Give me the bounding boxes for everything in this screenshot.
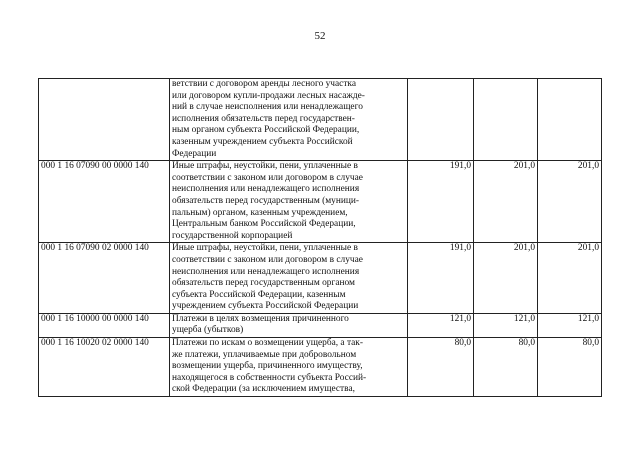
amount-cell-1: 191,0 bbox=[408, 161, 474, 243]
amount-cell-2: 201,0 bbox=[474, 243, 538, 314]
amount-cell-1: 121,0 bbox=[408, 313, 474, 337]
description-cell bbox=[170, 338, 408, 397]
description-line: Федерации bbox=[172, 148, 217, 159]
table-body bbox=[39, 79, 602, 397]
description-line: исполнения обязательств перед государствен- bbox=[172, 113, 355, 124]
description-line: возмещении ущерба, причиненного имуществу, bbox=[172, 361, 363, 372]
description-line: учреждением субъекта Российской Федерации bbox=[172, 301, 359, 312]
description-line: ний в случае неисполнения или ненадлежащего bbox=[172, 102, 363, 113]
amount-cell-1: 191,0 bbox=[408, 243, 474, 314]
description-line: ской Федерации (за исключением имущества, bbox=[172, 384, 355, 395]
amount-cell-1 bbox=[408, 79, 474, 161]
amount-cell-2: 80,0 bbox=[474, 338, 538, 397]
description-line: соответствии с законом или договором в случае bbox=[172, 254, 363, 265]
amount-cell-1: 80,0 bbox=[408, 338, 474, 397]
description-cell bbox=[170, 243, 408, 314]
description-line: Платежи по искам о возмещении ущерба, а так- bbox=[172, 338, 363, 349]
description-line: обязательств перед государственным (муници- bbox=[172, 195, 360, 206]
description-line: находящегося в собственности субъекта Россий- bbox=[172, 372, 367, 383]
description-line: казенным учреждением субъекта Российской bbox=[172, 136, 353, 147]
budget-code-cell bbox=[39, 79, 170, 161]
description-line: неисполнения или ненадлежащего исполнения bbox=[172, 266, 360, 277]
description-line: пальным) органом, казенным учреждением, bbox=[172, 207, 348, 218]
amount-cell-2 bbox=[474, 79, 538, 161]
description-line: Иные штрафы, неустойки, пени, уплаченные в bbox=[172, 161, 358, 172]
description-cell bbox=[170, 313, 408, 337]
budget-code-cell: 000 1 16 10000 00 0000 140 bbox=[39, 313, 170, 337]
description-line: государственной корпорацией bbox=[172, 230, 293, 241]
description-line: ветствии с договором аренды лесного участка bbox=[172, 79, 357, 89]
amount-cell-3: 80,0 bbox=[538, 338, 602, 397]
description-line: ным органом субъекта Российской Федерации, bbox=[172, 125, 360, 136]
description-cell bbox=[170, 161, 408, 243]
amount-cell-3 bbox=[538, 79, 602, 161]
budget-code-cell: 000 1 16 10020 02 0000 140 bbox=[39, 338, 170, 397]
description-line: Центральным банком Российской Федерации, bbox=[172, 219, 356, 230]
amount-cell-2: 201,0 bbox=[474, 161, 538, 243]
amount-cell-3: 201,0 bbox=[538, 161, 602, 243]
table-row bbox=[39, 313, 602, 337]
description-cell bbox=[170, 79, 408, 161]
description-line: обязательств перед государственным органом bbox=[172, 278, 355, 289]
description-line: же платежи, уплачиваемые при добровольном bbox=[172, 349, 357, 360]
amount-cell-3: 121,0 bbox=[538, 313, 602, 337]
description-line: соответствии с законом или договором в случае bbox=[172, 172, 363, 183]
description-line: субъекта Российской Федерации, казенным bbox=[172, 289, 346, 300]
description-line: ущерба (убытков) bbox=[172, 325, 244, 336]
description-line: или договором купли-продажи лесных насажде- bbox=[172, 90, 365, 101]
amount-cell-3: 201,0 bbox=[538, 243, 602, 314]
amount-cell-2: 121,0 bbox=[474, 313, 538, 337]
table-row bbox=[39, 79, 602, 161]
budget-revenue-table bbox=[38, 78, 602, 397]
page-number: 52 bbox=[314, 30, 326, 42]
description-line: Иные штрафы, неустойки, пени, уплаченные в bbox=[172, 243, 358, 254]
description-line: неисполнения или ненадлежащего исполнения bbox=[172, 184, 360, 195]
table-row bbox=[39, 161, 602, 243]
description-line: Платежи в целях возмещения причиненного bbox=[172, 313, 349, 324]
budget-code-cell: 000 1 16 07090 02 0000 140 bbox=[39, 243, 170, 314]
table-row bbox=[39, 338, 602, 397]
budget-code-cell: 000 1 16 07090 00 0000 140 bbox=[39, 161, 170, 243]
table-row bbox=[39, 243, 602, 314]
